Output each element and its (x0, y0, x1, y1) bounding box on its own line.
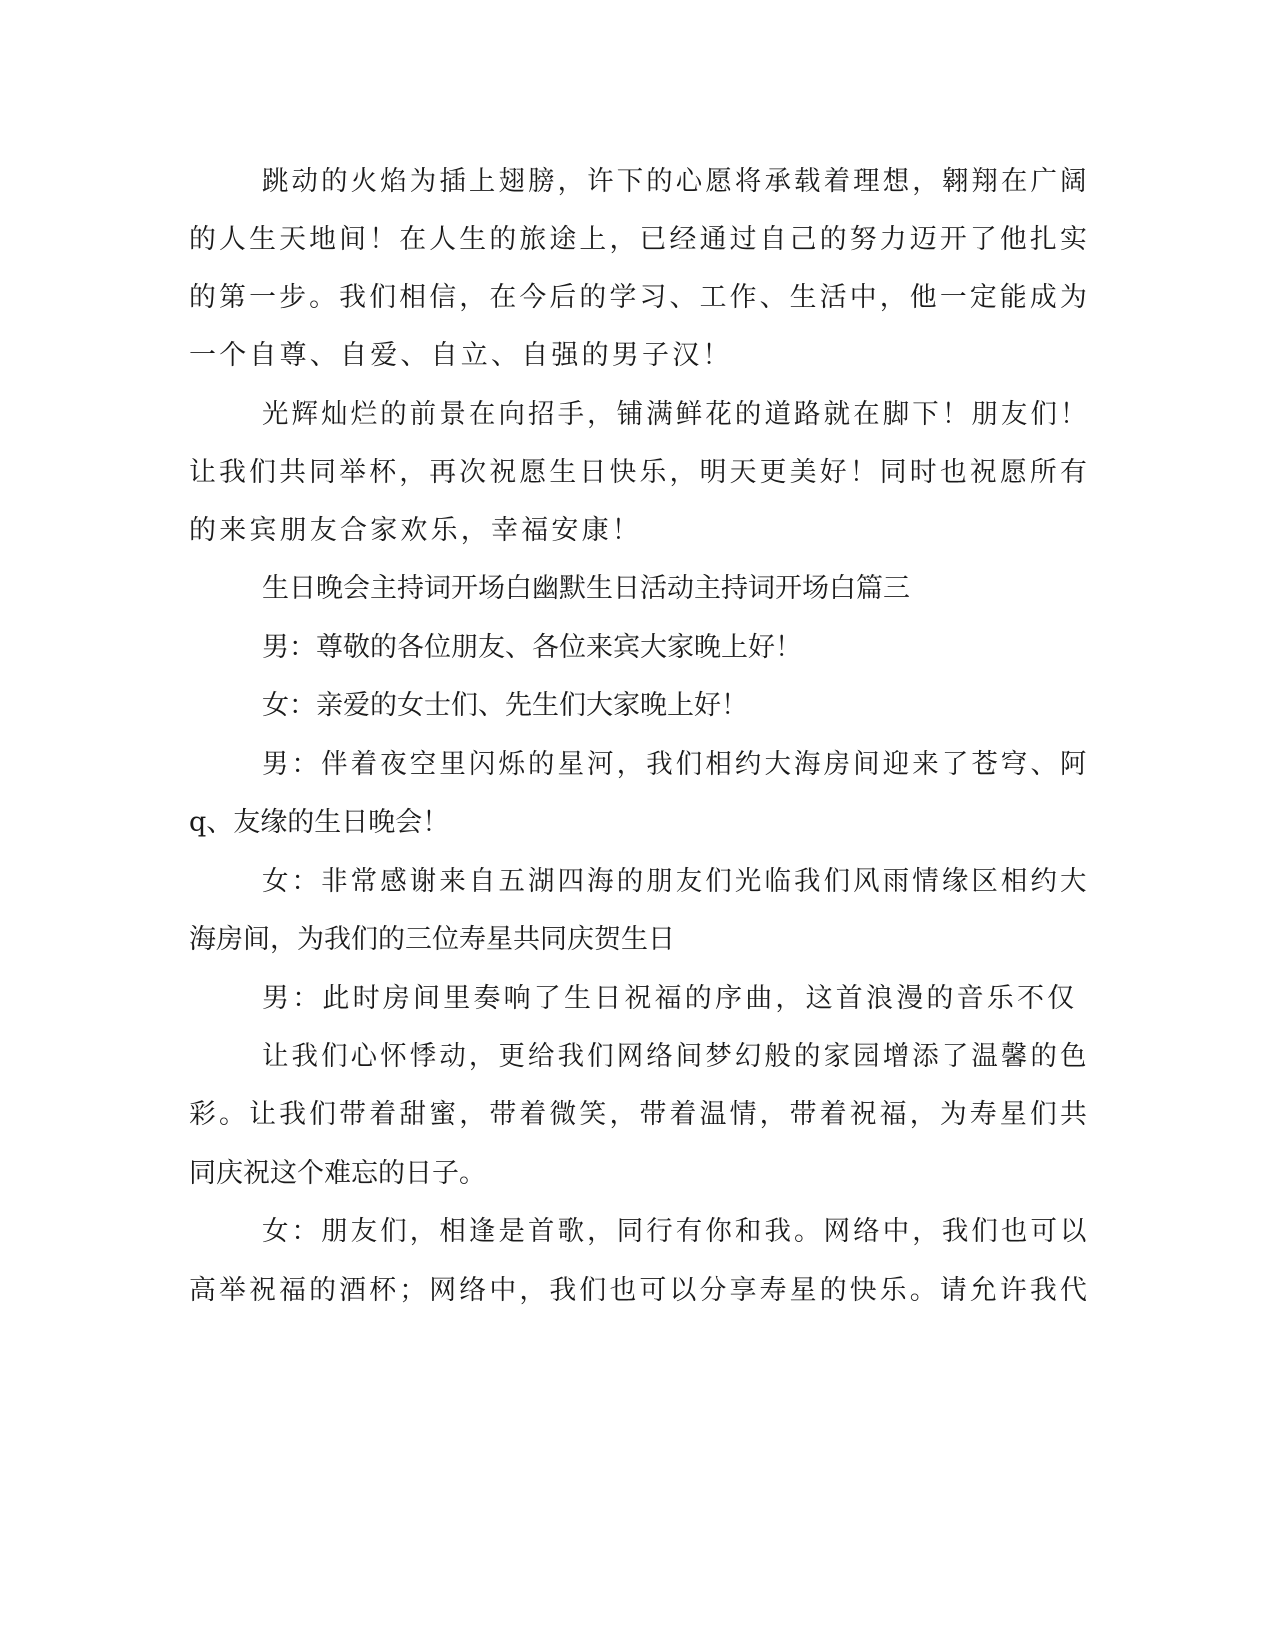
text-line: 让我们心怀悸动，更给我们网络间梦幻般的家园增添了温馨的色 (262, 1041, 1090, 1072)
text-line: 的第一步。我们相信，在今后的学习、工作、生活中，他一定能成为 (189, 282, 1090, 313)
text-line: 女：亲爱的女士们、先生们大家晚上好！ (262, 690, 748, 721)
text-line: q、友缘的生日晚会！ (189, 807, 450, 838)
section-heading: 生日晚会主持词开场白幽默生日活动主持词开场白篇三 (262, 573, 910, 604)
text-line: 彩。让我们带着甜蜜，带着微笑，带着温情，带着祝福，为寿星们共 (189, 1099, 1090, 1130)
text-line: 女：朋友们，相逢是首歌，同行有你和我。网络中，我们也可以 (262, 1216, 1090, 1247)
text-line: 男：此时房间里奏响了生日祝福的序曲，这首浪漫的音乐不仅 (262, 983, 1078, 1014)
text-line: 高举祝福的酒杯；网络中，我们也可以分享寿星的快乐。请允许我代 (189, 1275, 1090, 1306)
text-line: 男：伴着夜空里闪烁的星河，我们相约大海房间迎来了苍穹、阿 (262, 749, 1090, 780)
text-line: 同庆祝这个难忘的日子。 (189, 1158, 486, 1189)
text-line: 让我们共同举杯，再次祝愿生日快乐，明天更美好！同时也祝愿所有 (189, 457, 1090, 488)
text-line: 光辉灿烂的前景在向招手，铺满鲜花的道路就在脚下！朋友们！ (262, 399, 1090, 430)
text-line: 跳动的火焰为插上翅膀，许下的心愿将承载着理想，翱翔在广阔 (262, 166, 1090, 197)
text-line: 的来宾朋友合家欢乐，幸福安康！ (189, 515, 642, 546)
text-line: 海房间，为我们的三位寿星共同庆贺生日 (189, 924, 675, 955)
text-line: 男：尊敬的各位朋友、各位来宾大家晚上好！ (262, 632, 802, 663)
text-line: 的人生天地间！在人生的旅途上，已经通过自己的努力迈开了他扎实 (189, 224, 1090, 255)
text-line: 女：非常感谢来自五湖四海的朋友们光临我们风雨情缘区相约大 (262, 866, 1090, 897)
text-line: 一个自尊、自爱、自立、自强的男子汉！ (189, 340, 733, 371)
